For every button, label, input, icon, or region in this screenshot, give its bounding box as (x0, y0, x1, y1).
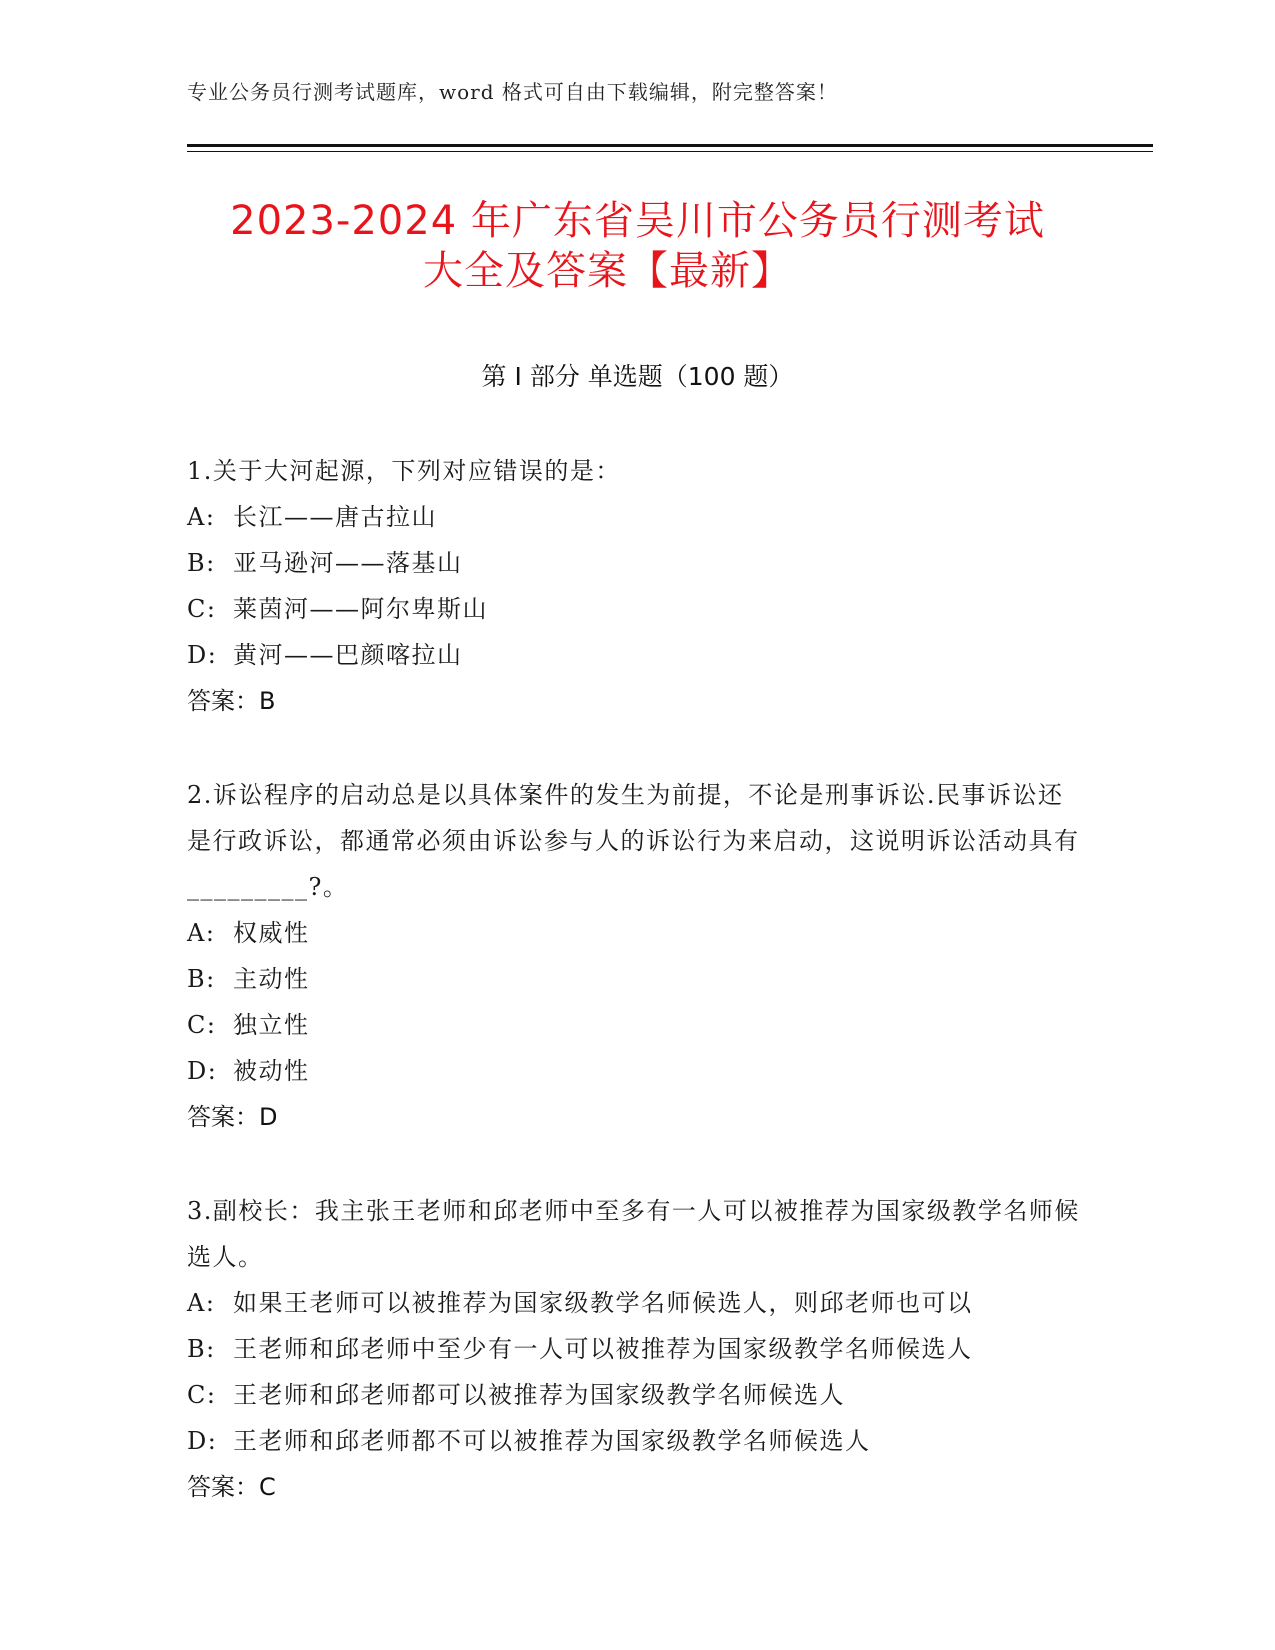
question-2 (187, 772, 1087, 1140)
option-letter: D: (187, 1057, 218, 1085)
answer: 答案：D (187, 1103, 278, 1131)
option-d (187, 1418, 1087, 1464)
option-d (187, 1048, 1087, 1094)
option-letter: D: (187, 641, 218, 669)
answer: 答案：C (187, 1473, 276, 1501)
option-letter: D: (187, 1427, 218, 1455)
option-b (187, 956, 1087, 1002)
option-text: 长江——唐古拉山 (233, 503, 437, 531)
option-letter: C: (187, 1011, 217, 1039)
option-a (187, 1280, 1087, 1326)
question-stem: 1.关于大河起源，下列对应错误的是： (187, 457, 621, 485)
answer: 答案：B (187, 687, 276, 715)
option-b (187, 540, 1087, 586)
section-heading: 第 I 部分 单选题（100 题） (481, 362, 794, 391)
option-c (187, 586, 1087, 632)
document-title-line-2: 大全及答案【最新】 (423, 248, 792, 294)
question-stem: 2.诉讼程序的启动总是以具体案件的发生为前提，不论是刑事诉讼.民事诉讼还是行政诉讼，都通常必须由诉讼参与人的诉讼行为来启动，这说明诉讼活动具有_________?。 (187, 781, 1080, 901)
option-text: 莱茵河——阿尔卑斯山 (233, 595, 488, 623)
option-a (187, 494, 1087, 540)
option-a (187, 910, 1087, 956)
question-list (187, 448, 1087, 1558)
option-text: 被动性 (233, 1057, 310, 1085)
option-letter: C: (187, 1381, 217, 1409)
question-1 (187, 448, 1087, 724)
header-note: 专业公务员行测考试题库，word 格式可自由下载编辑，附完整答案！ (187, 80, 838, 104)
option-c (187, 1002, 1087, 1048)
option-letter: A: (187, 919, 216, 947)
option-c (187, 1372, 1087, 1418)
option-text: 主动性 (233, 965, 310, 993)
option-letter: A: (187, 503, 216, 531)
option-text: 王老师和邱老师都可以被推荐为国家级教学名师候选人 (233, 1381, 845, 1409)
option-d (187, 632, 1087, 678)
header-divider-thin (187, 151, 1153, 152)
option-letter: C: (187, 595, 217, 623)
option-letter: B: (187, 1335, 216, 1363)
option-letter: A: (187, 1289, 216, 1317)
option-letter: B: (187, 549, 216, 577)
option-text: 权威性 (233, 919, 310, 947)
document-title-line-1: 2023-2024 年广东省吴川市公务员行测考试 (230, 198, 1045, 244)
option-text: 亚马逊河——落基山 (233, 549, 463, 577)
option-text: 黄河——巴颜喀拉山 (233, 641, 463, 669)
option-text: 独立性 (233, 1011, 310, 1039)
question-stem: 3.副校长：我主张王老师和邱老师中至多有一人可以被推荐为国家级教学名师候选人。 (187, 1197, 1080, 1271)
option-text: 如果王老师可以被推荐为国家级教学名师候选人，则邱老师也可以 (233, 1289, 973, 1317)
document-title (140, 196, 1135, 296)
option-text: 王老师和邱老师都不可以被推荐为国家级教学名师候选人 (233, 1427, 871, 1455)
header-divider-thick (187, 144, 1153, 147)
option-letter: B: (187, 965, 216, 993)
option-b (187, 1326, 1087, 1372)
option-text: 王老师和邱老师中至少有一人可以被推荐为国家级教学名师候选人 (233, 1335, 973, 1363)
question-3 (187, 1188, 1087, 1510)
